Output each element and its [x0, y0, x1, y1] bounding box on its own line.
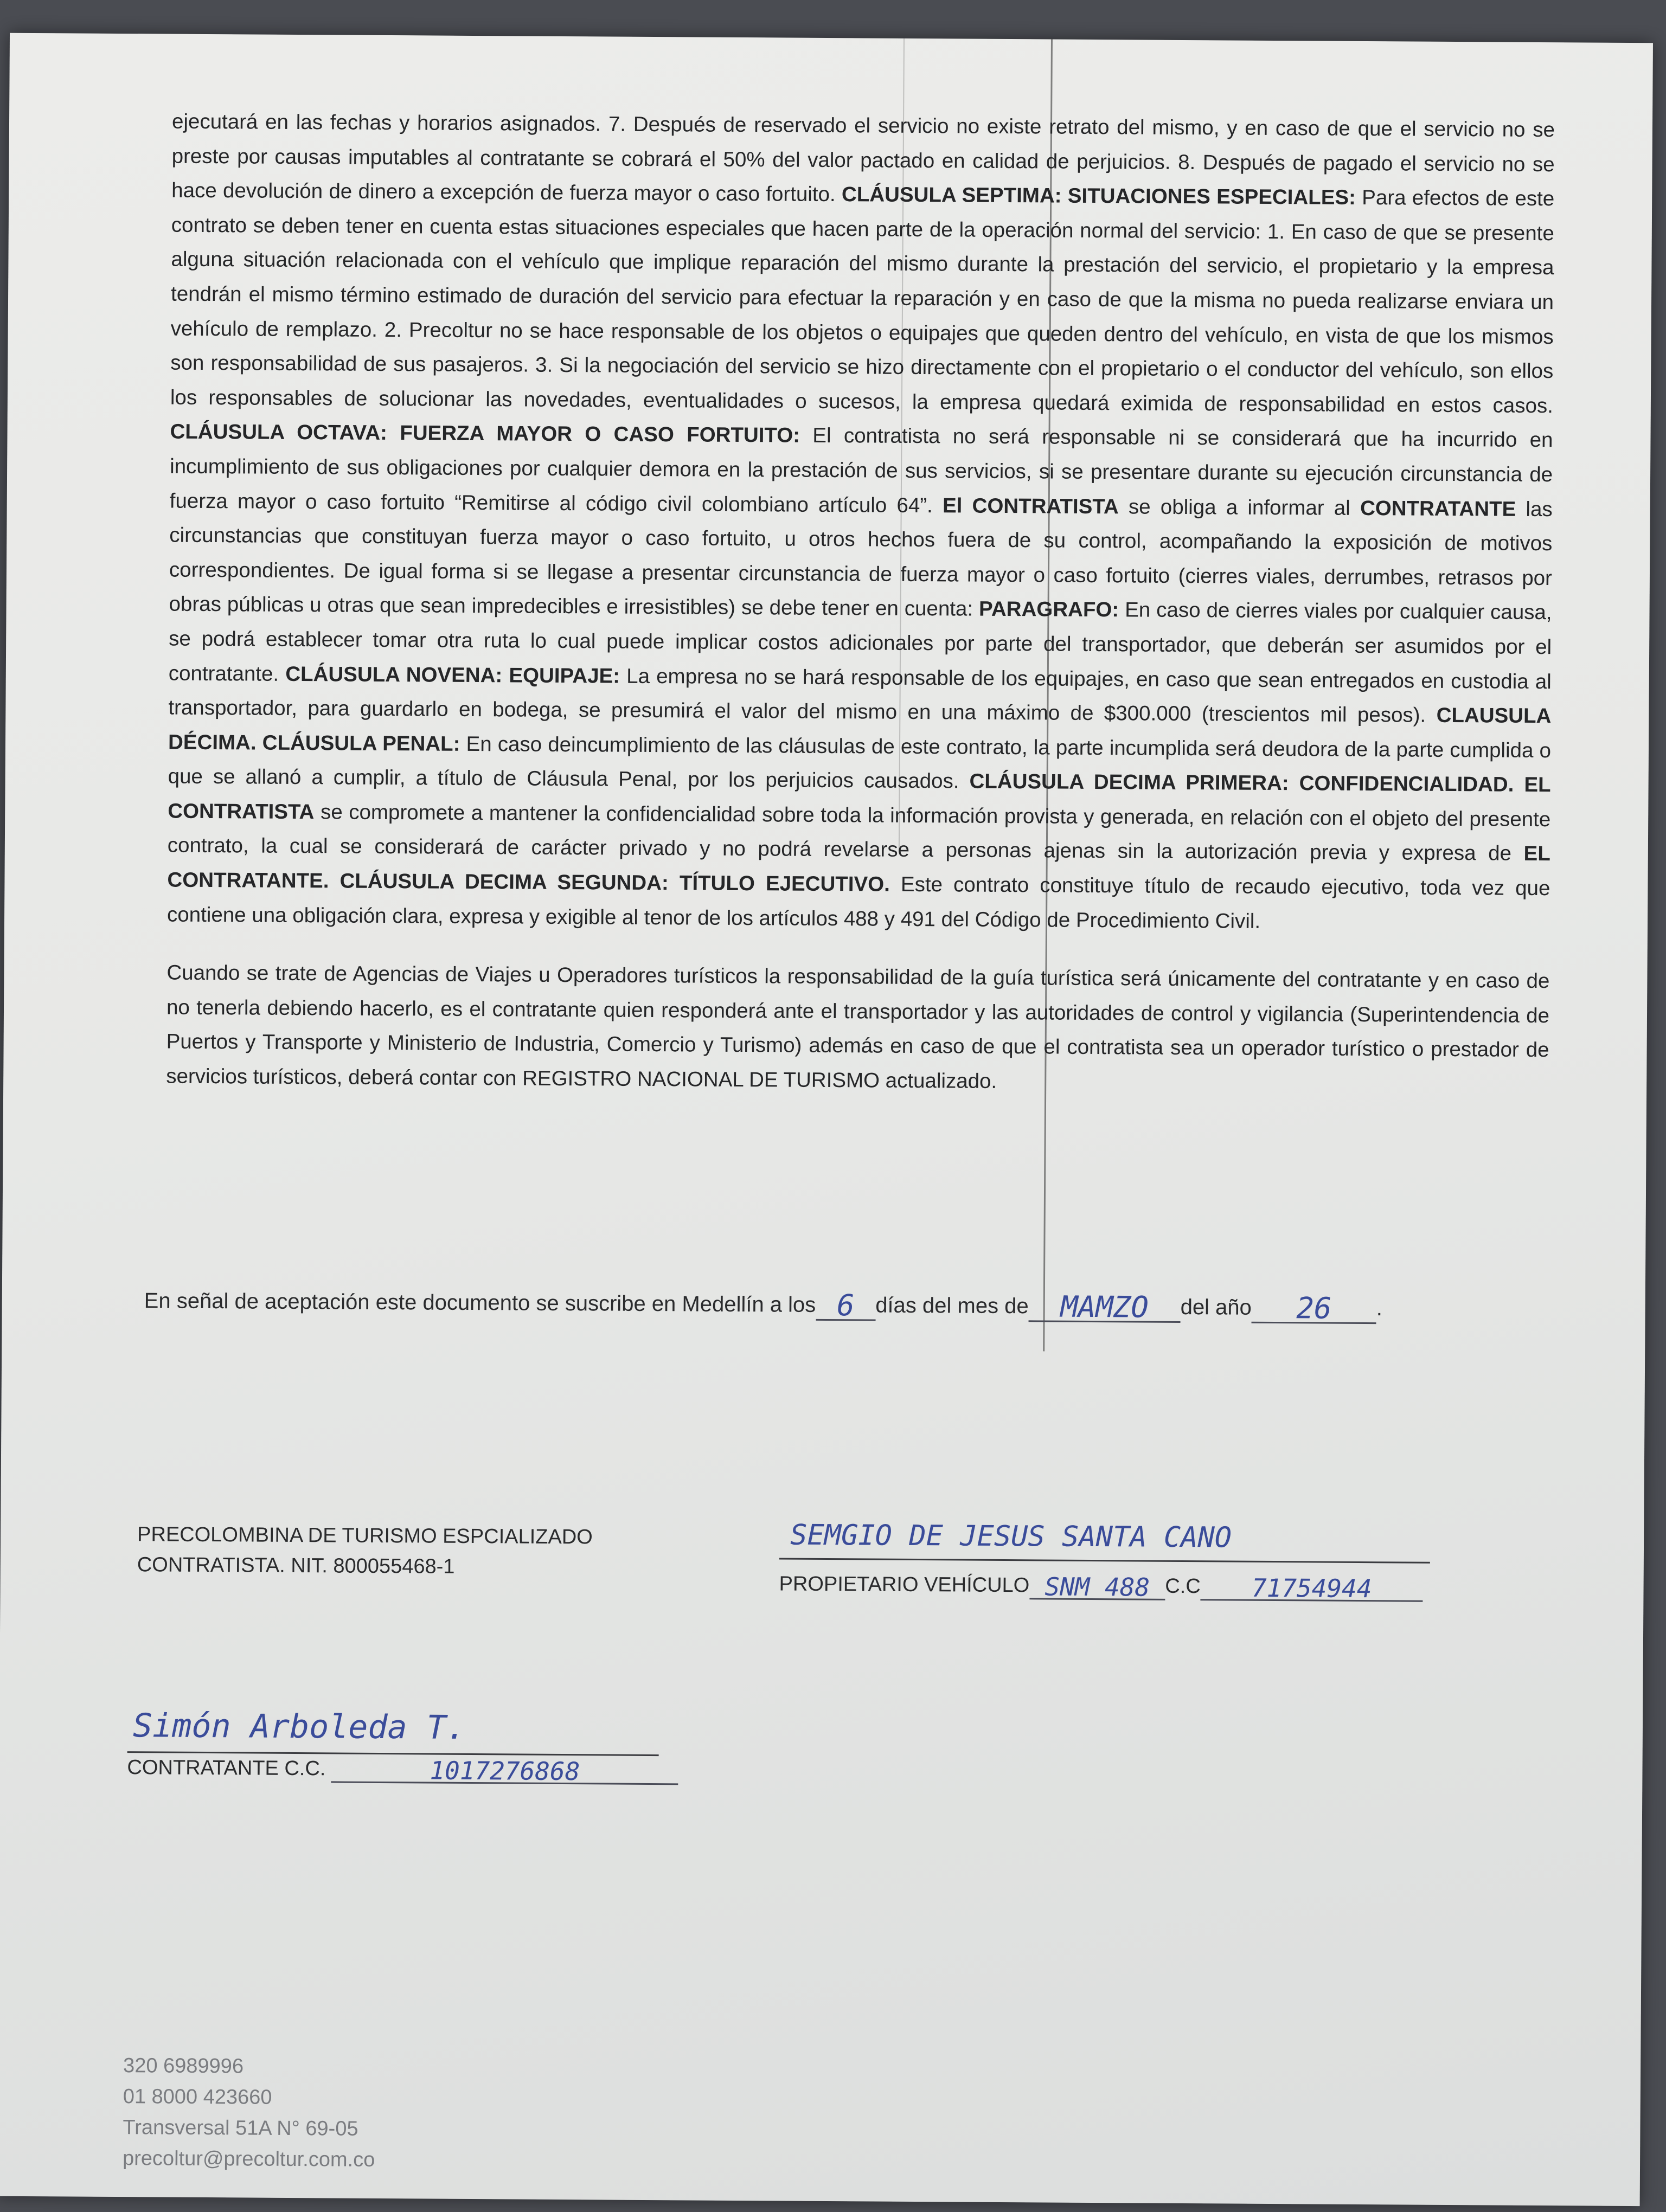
owner-cc-field: [1201, 1570, 1423, 1602]
clause-text: se compromete a mantener la confidencialidad sobre toda la información provista y generada, en relación con el objeto del presente contrato, la cual se considerará de carácter privado y no podrá revelarse a personas ajenas sin la autorización previa y expresa de: [167, 800, 1551, 866]
clause-heading-decima: CLAUSULA DÉCIMA. CLÁUSULA PENAL:: [168, 703, 1552, 756]
owner-label-row: [779, 1567, 1430, 1602]
company-name: PRECOLOMBINA DE TURISMO ESPCIALIZADO: [137, 1523, 593, 1549]
month-field: [1028, 1286, 1180, 1323]
email: precoltur@precoltur.com.co: [122, 2147, 375, 2171]
owner-signature-line: [779, 1519, 1430, 1563]
bold-term: El CONTRATISTA: [942, 493, 1119, 518]
address: Transversal 51A N° 69-05: [123, 2116, 358, 2140]
bold-term: CONTRATANTE: [1360, 496, 1516, 521]
clause-heading-octava: CLÁUSULA OCTAVA: FUERZA MAYOR O CASO FORTUITO:: [170, 420, 800, 448]
clause-heading-decima-segunda: EL CONTRATANTE. CLÁUSULA DECIMA SEGUNDA: TÍTULO EJECUTIVO.: [167, 842, 1550, 896]
contact-footer: [123, 2050, 376, 2176]
clause-heading-novena: CLÁUSULA NOVENA: EQUIPAJE:: [285, 662, 620, 688]
contratante-label: CONTRATANTE C.C.: [127, 1756, 326, 1780]
clause-text: se obliga a informar al: [1118, 494, 1361, 520]
owner-cc-label: C.C: [1165, 1574, 1201, 1598]
agencias-paragraph: Cuando se trate de Agencias de Viajes u Operadores turísticos la responsabilidad de la guía turística será únicamente del contratante y en caso de no tenerla debiendo hacerlo, es el contratante quien responderá ante el transportador y las autoridades de control y vigilancia (Superintendencia de Puertos y Transporte y Ministerio de Industria, Comercio y Turismo) además en caso de que el contratista sea un operador turístico o prestador de servicios turísticos, deberá contar con REGISTRO NACIONAL DE TURISMO actualizado.: [166, 961, 1550, 1093]
acceptance-line: [144, 1281, 1500, 1324]
day-handwritten: 6: [836, 1288, 855, 1323]
contratante-signature: Simón Arboleda T.: [132, 1707, 466, 1747]
year-handwritten: 26: [1296, 1291, 1332, 1326]
acceptance-suffix: .: [1376, 1296, 1383, 1321]
month-handwritten: MAMZO: [1060, 1289, 1149, 1324]
owner-cc-handwritten: 71754944: [1251, 1573, 1372, 1604]
clause-text: Para efectos de este contrato se deben tener en cuenta estas situaciones especiales que hacen parte de la operación normal del servicio: 1. En caso de que se presente alguna situación relacionada con el vehículo que implique reparación del mismo durante la prestación del servicio, el propietario y la empresa tendrán el mismo término estimado de duración del servicio para efectuar la reparación y en caso de que la misma no pueda realizarse enviara un vehículo de remplazo. 2. Precoltur no se hace responsable de los objetos o equipajes que queden dentro del vehículo, en vista de que los mismos son responsabilidad de sus pasajeros. 3. Si la negociación del servicio se hizo directamente con el propietario o el conductor del vehículo, son ellos los responsables de solucionar las novedades, eventualidades o sucesos, la empresa quedará eximida de responsabilidad en estos casos.: [170, 186, 1555, 417]
clause-text: En caso de cierres viales por cualquier causa, se podrá establecer tomar otra ruta lo cual puede implicar costos adicionales por parte del transportador, que deberán ser asumidos por el contratante.: [168, 598, 1552, 686]
contratante-signature-line: [127, 1709, 659, 1756]
clause-heading-decima-primera: CLÁUSULA DECIMA PRIMERA: CONFIDENCIALIDAD. EL CONTRATISTA: [168, 769, 1551, 824]
clause-text: Este contrato constituye título de recaudo ejecutivo, toda vez que contiene una obligación clara, expresa y exigible al tenor de los artículos 488 y 491 del Código de Procedimiento Civil.: [166, 872, 1550, 933]
contratista-block: [137, 1519, 593, 1583]
acceptance-prefix: En señal de aceptación este documento se suscribe en Medellín a los: [144, 1289, 816, 1317]
contract-page: [0, 33, 1653, 2206]
plate-field: [1029, 1568, 1165, 1600]
clauses-paragraph: [167, 105, 1555, 941]
owner-name-handwritten: SEMGIO DE JESUS SANTA CANO: [790, 1519, 1232, 1554]
contract-body: [166, 105, 1555, 1126]
owner-label: PROPIETARIO VEHÍCULO: [779, 1572, 1030, 1597]
phone-2: 01 8000 423660: [123, 2085, 272, 2109]
contratante-cc-handwritten: 1017276868: [430, 1756, 580, 1786]
clause-text: las circunstancias que constituyan fuerza mayor o caso fortuito, u otros hechos fuera de su control, acompañando la exposición de motivos correspondientes. De igual forma si se llegase a presentar circunstancia de fuerza mayor o caso fortuito (cierres viales, derrumbes, retrasos por obras públicas u otras que sean impredecibles e irresistibles) se debe tener en cuenta:: [169, 497, 1553, 621]
phone-1: 320 6989996: [123, 2054, 244, 2078]
clause-heading-paragrafo: PARAGRAFO:: [978, 597, 1119, 622]
contratante-cc-field: [331, 1752, 678, 1785]
contratante-signature-block: [127, 1709, 686, 1785]
clause-heading-septima: CLÁUSULA SEPTIMA: SITUACIONES ESPECIALES:: [841, 183, 1356, 210]
clause-text: ejecutará en las fechas y horarios asignados. 7. Después de reservado el servicio no existe retrato del mismo, y en caso de que el servicio no se preste por causas imputables al contratante se cobrará el 50% del valor pactado en calidad de perjuicios. 8. Después de pagado el servicio no se hace devolución de dinero a excepción de fuerza mayor o caso fortuito.: [171, 110, 1555, 207]
clause-text: En caso deincumplimiento de las cláusulas de este contrato, la parte incumplida será deudora de la parte cumplida o que se allanó a cumplir, a título de Cláusula Penal, por los perjuicios causados.: [168, 732, 1552, 793]
year-field: [1252, 1288, 1376, 1324]
clause-text: El contratista no será responsable ni se considerará que ha incurrido en incumplimiento de sus obligaciones por cualquier demora en la prestación de sus servicios, si se presentare durante su ejecución circunstancia de fuerza mayor o caso fortuito “Remitirse al código civil colombiano artículo 64”.: [169, 424, 1553, 517]
acceptance-year-label: del año: [1180, 1295, 1252, 1320]
plate-handwritten: SNM 488: [1045, 1572, 1150, 1602]
acceptance-month-label: días del mes de: [875, 1293, 1029, 1319]
day-field: [816, 1285, 875, 1321]
company-nit: CONTRATISTA. NIT. 800055468-1: [137, 1553, 455, 1578]
contratante-label-row: [127, 1751, 685, 1785]
clause-text: La empresa no se hará responsable de los equipajes, en caso que sean entregados en custodia al transportador, para guardarlo en bodega, se presumirá el valor del mismo en una máximo de $300.000 (trescientos mil pesos).: [168, 664, 1552, 727]
owner-signature-block: [779, 1519, 1430, 1604]
